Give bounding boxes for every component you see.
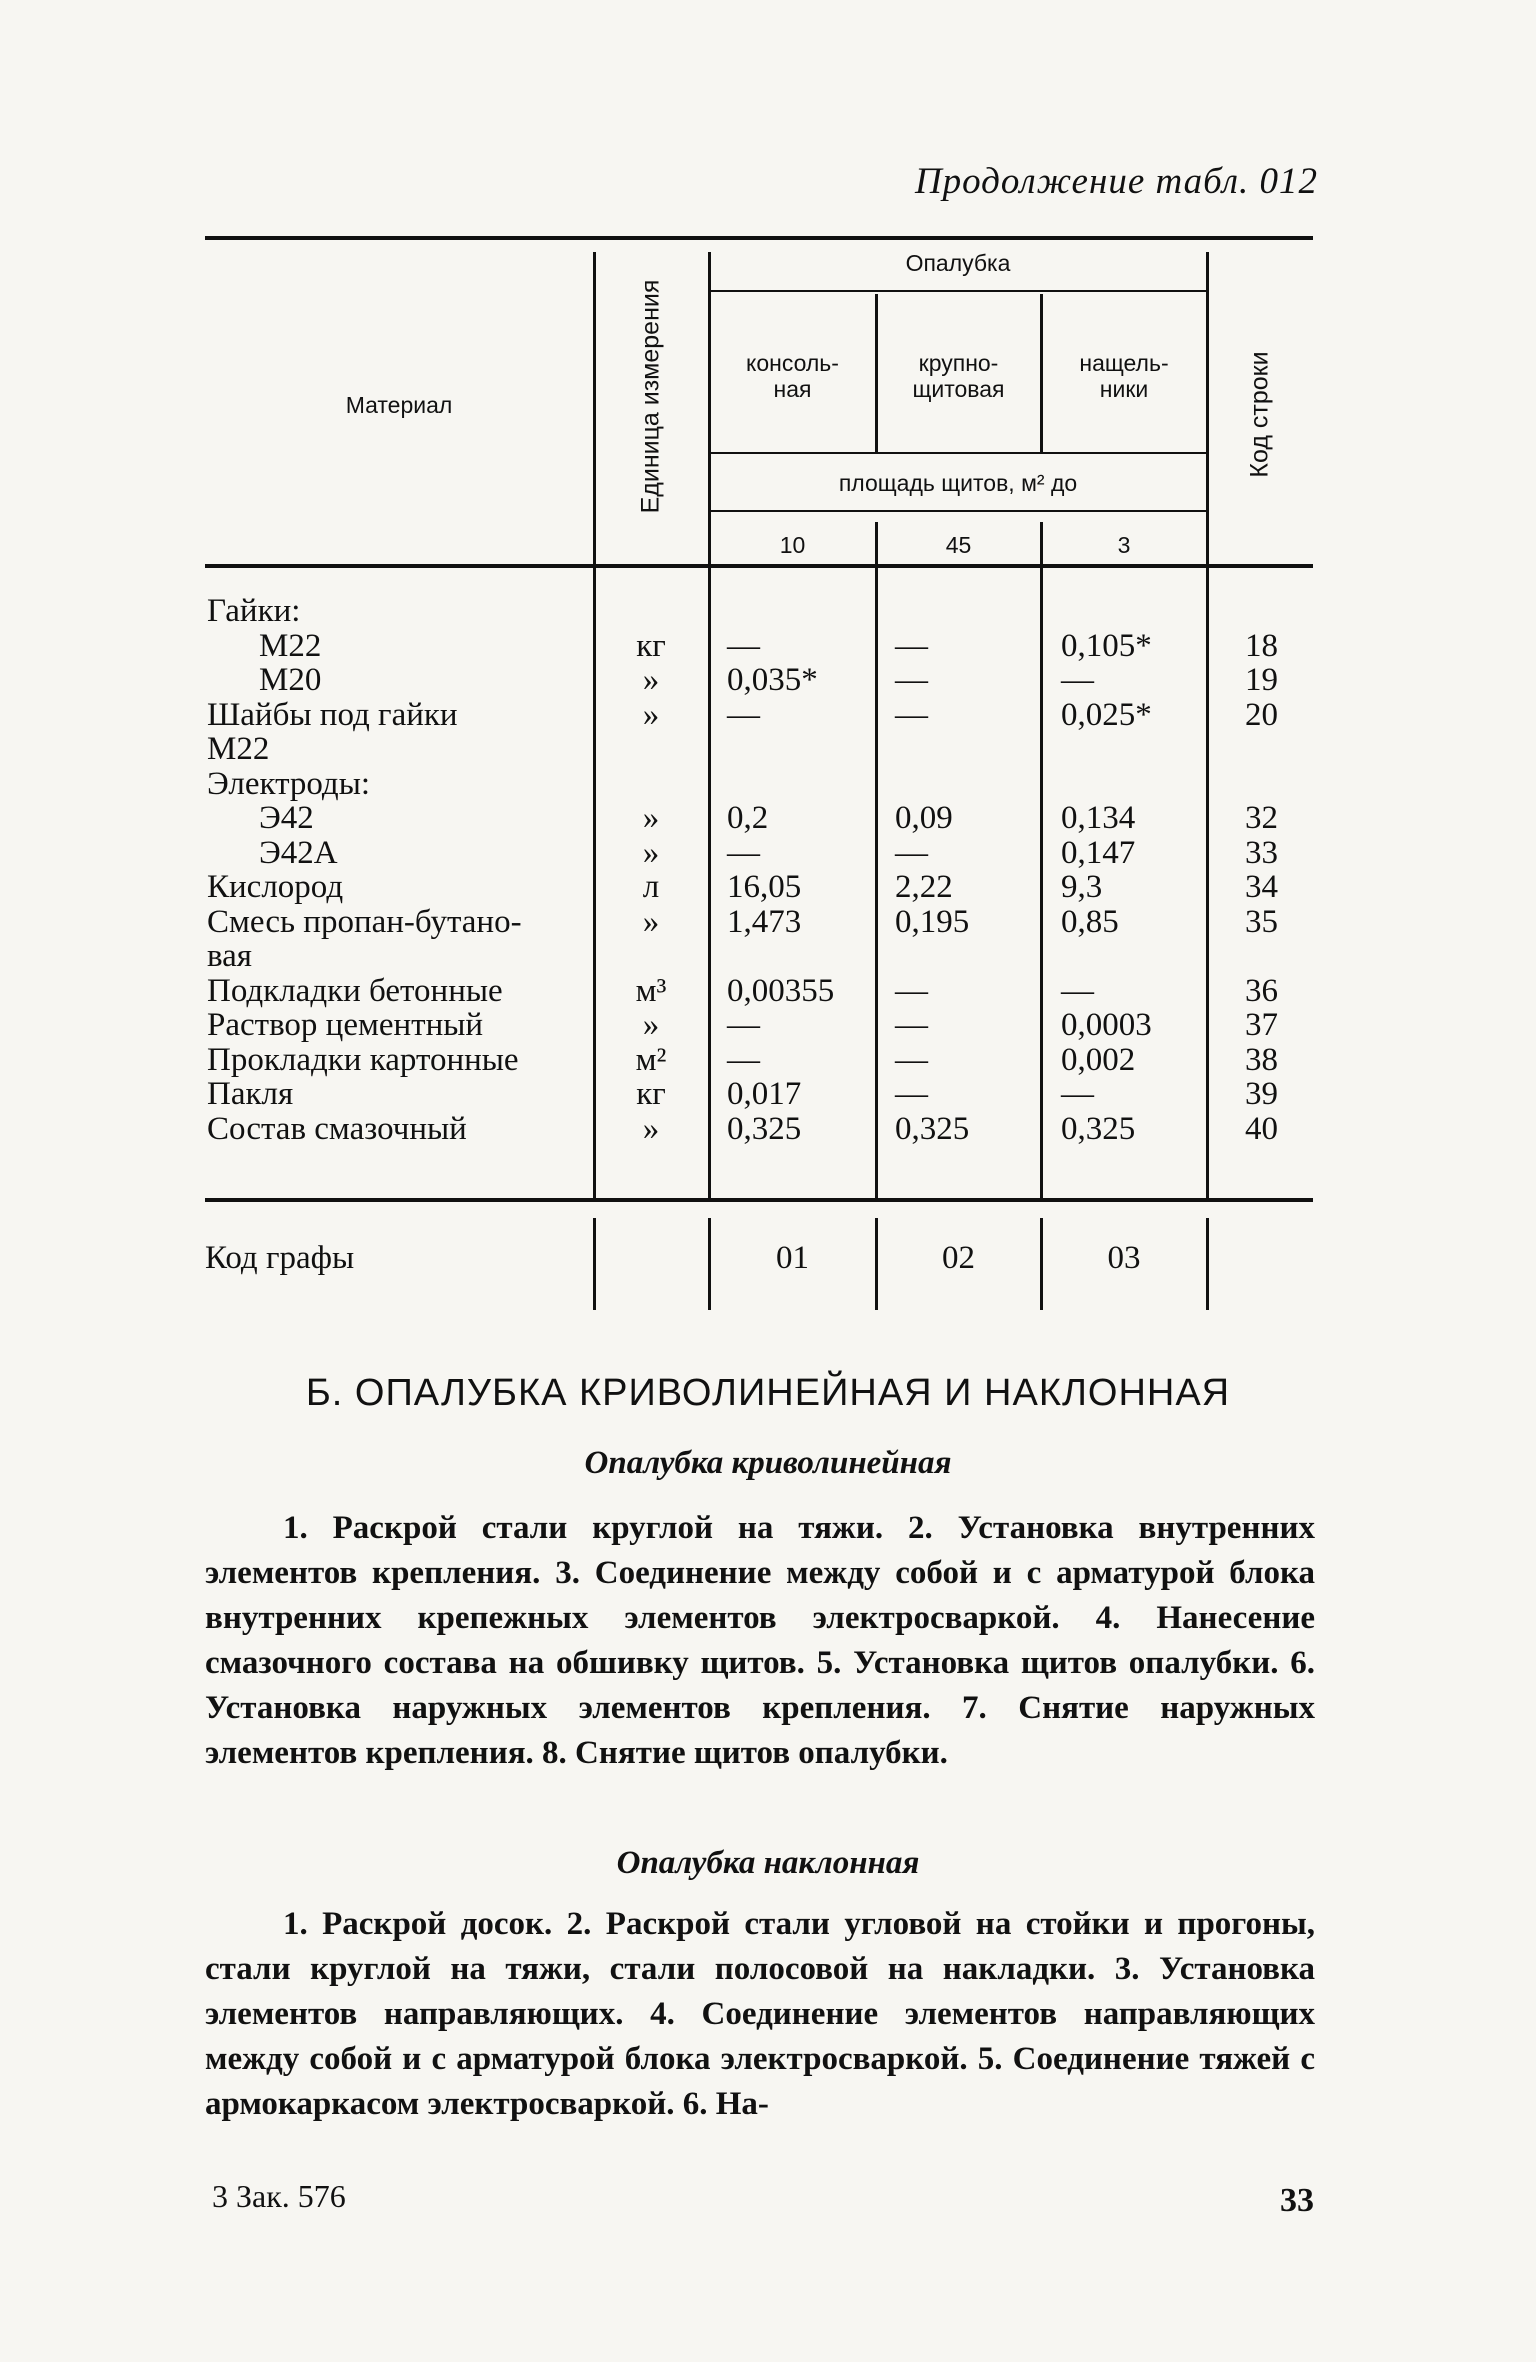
unit-cell: » (642, 1110, 660, 1147)
table-row (205, 1112, 1313, 1147)
material-name: М22 (259, 627, 322, 664)
unit-cell: » (642, 903, 660, 940)
value-nashchelniki: 0,325 (1061, 1110, 1136, 1147)
value-krupnoshchitovaya: — (895, 627, 928, 664)
materials-table (205, 232, 1313, 1312)
value-nashchelniki: 0,002 (1061, 1041, 1136, 1078)
value-consolnaya: — (727, 627, 760, 664)
value-consolnaya: 0,035* (727, 662, 818, 698)
value-nashchelniki: — (1061, 662, 1094, 698)
row-code: 36 (1245, 972, 1278, 1009)
section-title: Б. ОПАЛУБКА КРИВОЛИНЕЙНАЯ И НАКЛОННАЯ (305, 1372, 1231, 1414)
value-consolnaya: 0,00355 (727, 972, 835, 1009)
value-nashchelniki: 0,0003 (1061, 1007, 1152, 1043)
value-consolnaya: — (727, 696, 760, 733)
value-nashchelniki: — (1061, 972, 1094, 1009)
value-krupnoshchitovaya: — (895, 834, 928, 871)
unit-cell: » (642, 800, 660, 836)
value-krupnoshchitovaya: 2,22 (895, 869, 953, 905)
header-bottom-rule (205, 564, 1313, 568)
header-col1: консоль- ная (746, 350, 839, 402)
row-code: 38 (1245, 1041, 1278, 1078)
table-row (205, 1077, 1313, 1112)
unit-cell: » (642, 1007, 660, 1043)
value-krupnoshchitovaya: — (895, 1041, 928, 1078)
header-area: площадь щитов, м² до (838, 470, 1078, 496)
value-nashchelniki: 0,105* (1061, 627, 1152, 664)
types-underline (710, 452, 1206, 454)
table-row (205, 939, 1313, 974)
header-material: Материал (345, 392, 453, 418)
paragraph-curvilinear: 1. Раскрой стали круглой на тяжи. 2. Установка внутренних элементов крепления. 3. Соединение между собой и с арматурой блока внутренних крепежных элементов электросваркой. 4. Нанесение смазочного состава на обшивку щитов. 5. Установка щитов опалубки. 6. Установка наружных элементов крепления. 7. Снятие наружных элементов крепления. 8. Снятие щитов опалубки. (205, 1510, 1315, 1771)
material-name: Э42 (259, 800, 314, 836)
formwork-underline (710, 290, 1206, 292)
footer-divider-1 (593, 1218, 596, 1310)
material-name: вая (207, 938, 252, 974)
table-row (205, 732, 1313, 767)
value-nashchelniki: 0,134 (1061, 800, 1136, 836)
table-row (205, 801, 1313, 836)
table-row (205, 698, 1313, 733)
value-krupnoshchitovaya: — (895, 662, 928, 698)
body-bottom-rule (205, 1198, 1313, 1202)
header-unit: Единица измерения (636, 279, 665, 514)
material-name: Подкладки бетонные (207, 972, 503, 1009)
page-number: 33 (1280, 2182, 1314, 2219)
subtitle-curvilinear: Опалубка криволинейная (584, 1445, 952, 1481)
unit-cell: кг (636, 1076, 666, 1112)
table-row (205, 1008, 1313, 1043)
value-consolnaya: 0,325 (727, 1110, 802, 1147)
unit-cell: м² (635, 1041, 667, 1078)
row-code: 32 (1245, 800, 1278, 836)
material-name: Шайбы под гайки (207, 696, 458, 733)
unit-cell: » (642, 662, 660, 698)
header-area3: 3 (1117, 532, 1131, 558)
material-name: Гайки: (207, 593, 301, 629)
unit-cell: м³ (635, 972, 667, 1009)
value-krupnoshchitovaya: — (895, 1076, 928, 1112)
value-consolnaya: 1,473 (727, 903, 802, 940)
material-name: Смесь пропан-бутано- (207, 903, 522, 940)
value-krupnoshchitovaya: 0,325 (895, 1110, 970, 1147)
value-krupnoshchitovaya: 0,195 (895, 903, 970, 940)
footer-divider-5 (1206, 1218, 1209, 1310)
header-formwork: Опалубка (905, 250, 1011, 276)
table-row (205, 629, 1313, 664)
table-row (205, 870, 1313, 905)
unit-cell: кг (636, 627, 666, 664)
value-consolnaya: 16,05 (727, 869, 802, 905)
value-krupnoshchitovaya: — (895, 1007, 928, 1043)
value-consolnaya: — (727, 834, 760, 871)
unit-cell: » (642, 834, 660, 871)
header-row-code: Код строки (1245, 351, 1274, 478)
area-underline (710, 510, 1206, 512)
row-code: 19 (1245, 662, 1278, 698)
row-code: 39 (1245, 1076, 1278, 1112)
table-top-rule (205, 236, 1313, 240)
footer-code-01: 01 (776, 1240, 809, 1276)
unit-cell: » (642, 696, 660, 733)
table-row (205, 663, 1313, 698)
footer-label: Код графы (205, 1240, 355, 1276)
value-consolnaya: — (727, 1007, 760, 1043)
material-name: М20 (259, 662, 322, 698)
value-nashchelniki: 9,3 (1061, 869, 1103, 905)
header-col2: крупно- щитовая (912, 350, 1005, 402)
table-row (205, 1043, 1313, 1078)
table-row (205, 594, 1313, 629)
row-code: 20 (1245, 696, 1278, 733)
row-code: 40 (1245, 1110, 1278, 1147)
value-nashchelniki: 0,85 (1061, 903, 1119, 940)
row-code: 34 (1245, 869, 1278, 905)
row-code: 18 (1245, 627, 1278, 664)
value-consolnaya: 0,2 (727, 800, 769, 836)
value-consolnaya: — (727, 1041, 760, 1078)
material-name: Прокладки картонные (207, 1041, 519, 1078)
table-row (205, 767, 1313, 802)
material-name: Кислород (207, 869, 344, 905)
material-name: Состав смазочный (207, 1110, 467, 1147)
header-area1: 10 (779, 532, 806, 558)
value-krupnoshchitovaya: — (895, 696, 928, 733)
row-code: 37 (1245, 1007, 1278, 1043)
header-col3: нащель- ники (1079, 350, 1169, 402)
value-consolnaya: 0,017 (727, 1076, 802, 1112)
material-name: Пакля (207, 1076, 294, 1112)
value-nashchelniki: — (1061, 1076, 1094, 1112)
header-area2: 45 (945, 532, 972, 558)
table-row (205, 836, 1313, 871)
row-code: 35 (1245, 903, 1278, 940)
subtitle-inclined: Опалубка наклонная (616, 1845, 920, 1881)
footer-code-02: 02 (942, 1240, 975, 1276)
value-krupnoshchitovaya: 0,09 (895, 800, 953, 836)
table-row (205, 905, 1313, 940)
material-name: Э42А (259, 834, 338, 871)
unit-cell: л (642, 869, 660, 905)
value-nashchelniki: 0,025* (1061, 696, 1152, 733)
table-continuation-caption: Продолжение табл. 012 (914, 161, 1318, 202)
print-order-note: 3 Зак. 576 (212, 2178, 346, 2214)
row-code: 33 (1245, 834, 1278, 871)
material-name: М22 (207, 731, 270, 767)
value-nashchelniki: 0,147 (1061, 834, 1136, 871)
value-krupnoshchitovaya: — (895, 972, 928, 1009)
material-name: Электроды: (207, 765, 371, 802)
table-row (205, 974, 1313, 1009)
paragraph-inclined: 1. Раскрой досок. 2. Раскрой стали угловой на стойки и прогоны, стали круглой на тяжи, стали полосовой на накладки. 3. Установка элементов направляющих. 4. Соединение элементов направляющих между собой и с арматурой блока электросваркой. 5. Соединение тяжей с армокаркасом электросваркой. 6. На- (205, 1906, 1315, 2122)
footer-code-03: 03 (1107, 1240, 1141, 1276)
material-name: Раствор цементный (207, 1007, 484, 1043)
